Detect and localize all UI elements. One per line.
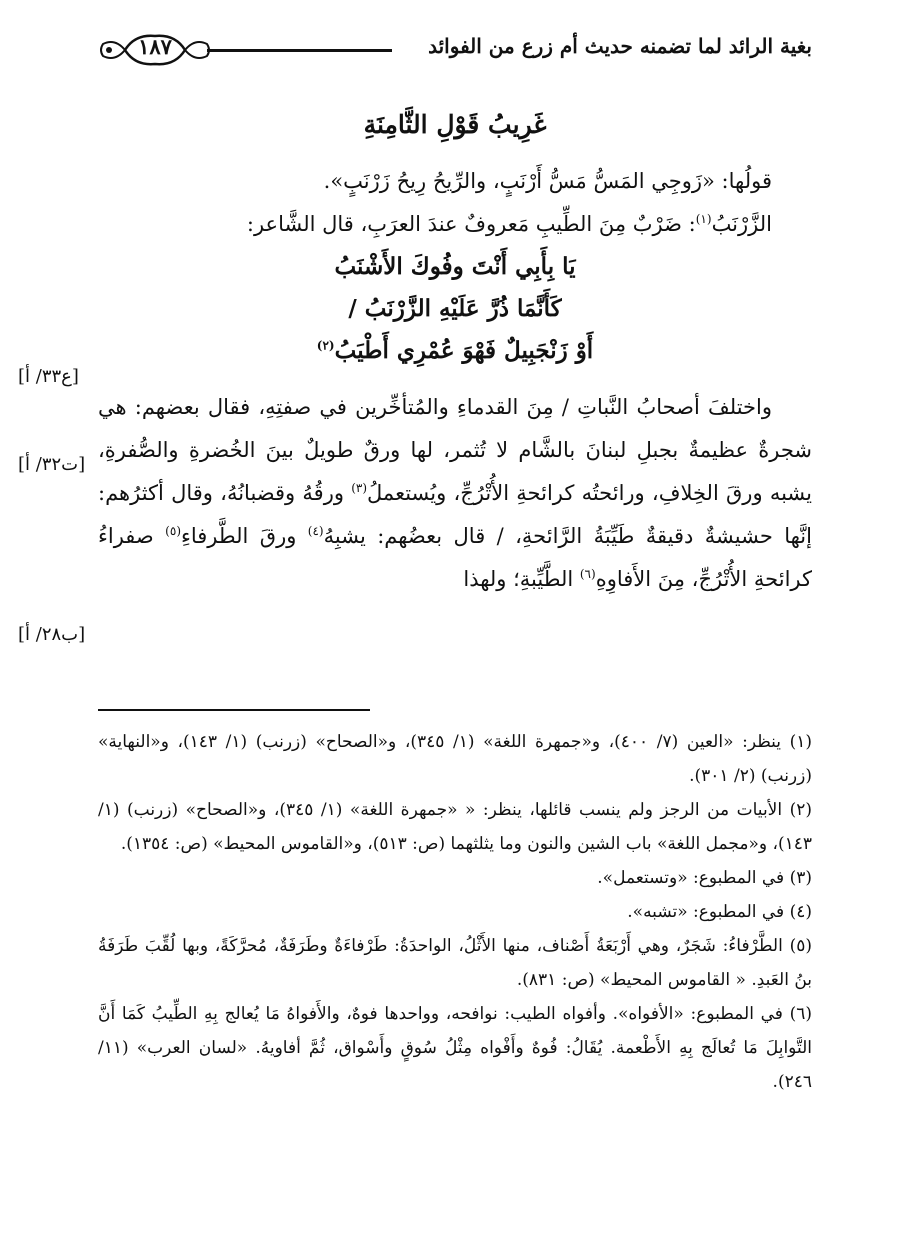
verse-line-1: يَا بِأَبِي أَنْتَ وفُوكَ الأَشْنَبُ bbox=[334, 253, 576, 280]
header-rule bbox=[207, 49, 392, 52]
footnote-4: (٤) في المطبوع: «تشبه». bbox=[627, 902, 812, 922]
footnote-6: (٦) في المطبوع: «الأفواه». وأفواه الطيب: نوافحه، وواحدها فوهٌ، والأَفواهُ مَا يُعالج بِهِ الطِّيبُ كَمَا أَنَّ التَّوابِلَ مَا تُعالَج بِهِ الأَطْعمة. يُقَالُ: فُوهٌ وأَفْواه مِثْلُ سُوقٍ وأَسْواق، ثُمَّ أفاويهُ. «لسان العرب» (١١/ ٢٤٦). bbox=[98, 1004, 812, 1092]
page-header bbox=[95, 30, 812, 70]
margin-note-1: [ع٣٣/ أ] bbox=[18, 366, 79, 387]
margin-note-2: [ت٣٢/ أ] bbox=[18, 454, 86, 475]
footnote-ref-4: (٤) bbox=[307, 524, 324, 538]
footnote-ref-3: (٣) bbox=[351, 481, 368, 495]
verse-line-3 bbox=[98, 330, 812, 372]
margin-note-3: [ب٢٨/ أ] bbox=[18, 624, 86, 645]
body-text-c: ورقَ الطَّرفاءِ bbox=[181, 524, 308, 548]
body-text-d: صفراءُ كرائحةِ الأُتْرُجِّ، مِنَ الأَفاوِهِ bbox=[98, 524, 812, 591]
body-text-e: الطَّيِّبةِ؛ ولهذا bbox=[463, 567, 580, 591]
running-title: بغية الرائد لما تضمنه حديث أم زرع من الفوائد bbox=[428, 34, 812, 58]
footnote-ref-5: (٥) bbox=[165, 524, 181, 538]
footnote-ref-1: (١) bbox=[695, 212, 712, 226]
quote-line: قولُها: «زَوجِي المَسُّ مَسُّ أَرْنَبٍ، والرِّيحُ رِيحُ زَرْنَبٍ». bbox=[323, 169, 772, 193]
footnote-ref-2: (٢) bbox=[316, 338, 335, 353]
verse-line-3-text: أَوْ زَنْجَبِيلٌ فَهْوَ عُمْرِي أَطْيَبُ bbox=[334, 337, 594, 364]
main-text bbox=[98, 100, 812, 601]
definition-paragraph bbox=[98, 203, 812, 246]
footnotes bbox=[98, 725, 812, 1099]
definition-term: الزَّرْنَبُ bbox=[711, 212, 772, 236]
section-heading: غَرِيبُ قَوْلِ الثَّامِنَةِ bbox=[363, 110, 547, 139]
body-paragraph bbox=[98, 386, 812, 601]
verse-line-2: كَأَنَّمَا ذُرَّ عَلَيْهِ الزَّرْنَبُ / bbox=[348, 295, 562, 322]
footnote-5: (٥) الطَّرْفاءُ: شَجَرٌ، وهي أَرْبَعَةُ أَصْناف، منها الأَثْلُ، الواحدَةُ: طَرْفاءَةٌ وطَرَفَةٌ، مُحرَّكَةً، وبها لُقِّبَ طَرَفَةُ بنُ العَبدِ. « القاموس المحيط» (ص: ٨٣١). bbox=[98, 936, 812, 990]
definition-rest: : ضَرْبٌ مِنَ الطِّيبِ مَعروفٌ عندَ العرَبِ، قال الشَّاعر: bbox=[246, 212, 696, 236]
footnote-ref-6: (٦) bbox=[579, 567, 596, 581]
footnote-separator bbox=[98, 709, 370, 711]
page-number: ١٨٧ bbox=[138, 34, 172, 59]
footnote-1: (١) ينظر: «العين (٧/ ٤٠٠)، و«جمهرة اللغة» (١/ ٣٤٥)، و«الصحاح» (زرنب) (١/ ١٤٣)، و«النهاية» (زرنب) (٢/ ٣٠١). bbox=[98, 732, 813, 786]
footnote-2: (٢) الأبيات من الرجز ولم ينسب قائلها، ينظر: « «جمهرة اللغة» (١/ ٣٤٥)، و«الصحاح» (زرنب) (١/ ١٤٣)، و«مجمل اللغة» باب الشين والنون وما يثلثهما (ص: ٥١٣)، و«القاموس المحيط» (ص: ١٣٥٤). bbox=[98, 800, 812, 854]
body-text-b: ورقُهُ وقضبانُهُ، وقال أكثرُهم: إنَّها حشيشةٌ دقيقةٌ طَيِّبَةُ الرَّائحةِ، / قال بعضُهم: يشبِهُ bbox=[98, 481, 812, 548]
body-text-a: واختلفَ أصحابُ النَّباتِ / مِنَ القدماءِ والمُتأخِّرين في صفتِهِ، فقال بعضهم: هي شجرةٌ عظيمةٌ بجبلِ لبنانَ بالشَّام لا تُثمر، لها ورقٌ طويلٌ بينَ الخُضرةِ والصُّفرةِ، يشبه ورقَ الخِلافِ، ورائحتُه كرائحةِ الأُتْرُجِّ، ويُستعملُ bbox=[98, 395, 812, 505]
footnote-3: (٣) في المطبوع: «وتستعمل». bbox=[597, 868, 812, 888]
